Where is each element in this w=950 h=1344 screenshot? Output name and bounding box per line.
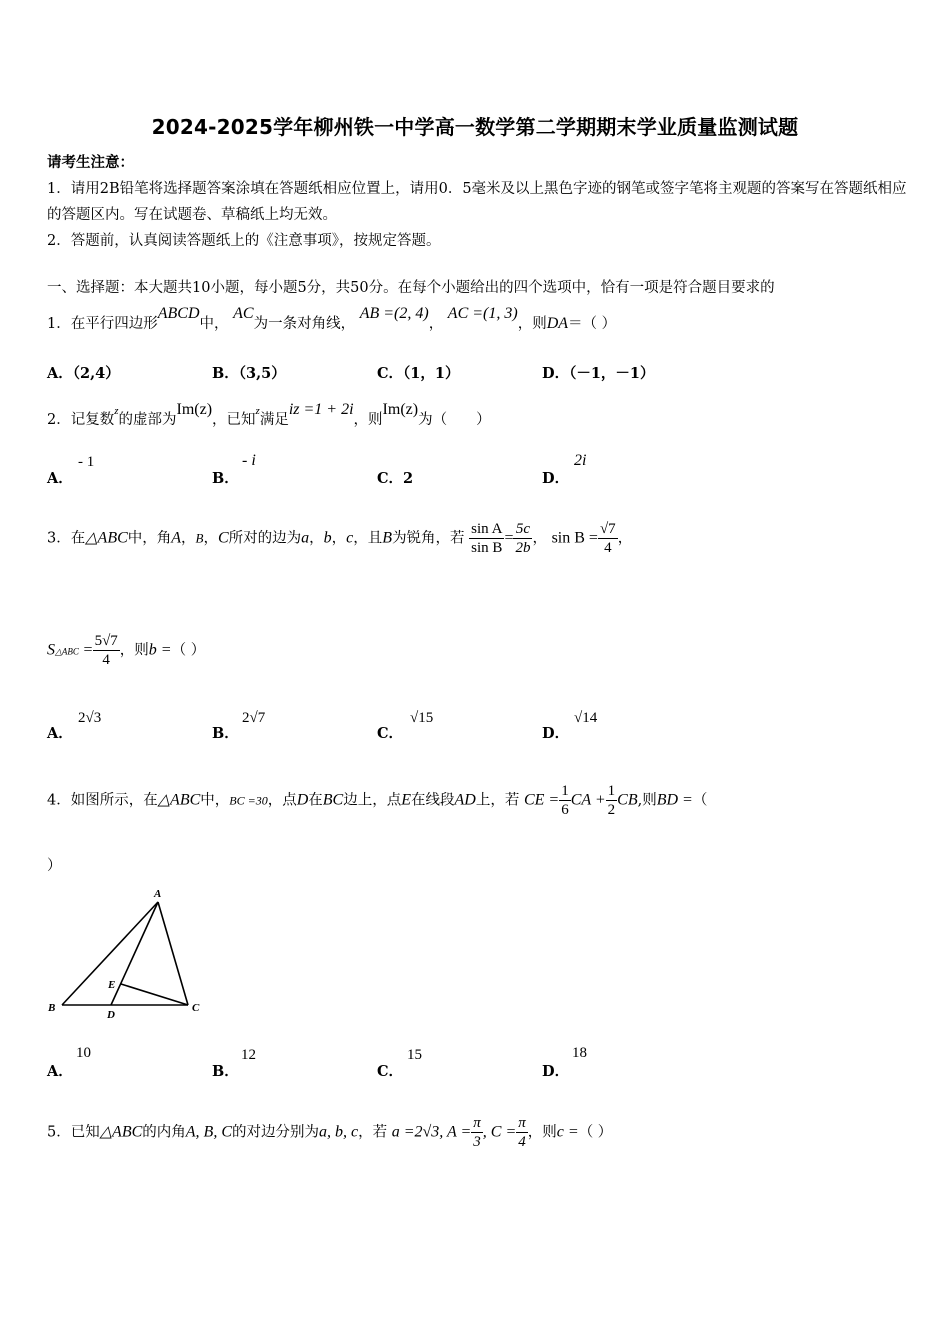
q5-text: ，若	[358, 1124, 388, 1141]
q2-option-d[interactable]	[542, 467, 569, 488]
option-value: （1，1）	[403, 365, 460, 382]
q2-im-z: Im(z)	[176, 401, 213, 418]
q2-text: 满足	[259, 412, 289, 428]
q3-option-c-value: √15	[410, 710, 434, 726]
q5-a-value: a =2√3, A =	[391, 1123, 472, 1141]
q4-bd: BD =	[656, 791, 693, 809]
q1-ab-vector: AB =(2, 4)	[359, 305, 429, 322]
notice-head: 请考生注意：	[47, 154, 134, 171]
option-label: D．	[542, 1063, 570, 1080]
q1-ac: AC	[233, 305, 254, 322]
notice-block	[47, 150, 907, 254]
q2-option-c[interactable]	[377, 467, 413, 488]
q5-triangle: △ABC	[99, 1123, 143, 1141]
option-label: C．	[377, 365, 404, 382]
option-value: （3,5）	[238, 365, 286, 382]
q2-im-z: Im(z)	[382, 401, 419, 418]
option-label: A．	[47, 725, 73, 742]
q1-abcd: ABCD	[157, 305, 200, 322]
q5-text: 的内角	[142, 1124, 186, 1141]
q2-option-a[interactable]	[47, 467, 73, 488]
q4-segment: BC	[322, 791, 344, 809]
q1-text: ，则	[517, 316, 547, 332]
q3-sin-b-value	[598, 520, 618, 557]
q3-text: （ ）	[171, 642, 206, 659]
q3-text: ，则	[119, 642, 149, 659]
option-label: C．	[377, 1063, 404, 1080]
q5-text: 的对边分别为	[231, 1124, 319, 1141]
q4-option-c[interactable]	[377, 1060, 403, 1081]
option-label: B．	[212, 470, 239, 487]
q4-bc: BC =30	[229, 793, 268, 808]
q5-text: 5．已知	[47, 1124, 100, 1141]
denominator: 3	[473, 1134, 481, 1150]
q1-text: 中，	[199, 316, 229, 332]
q3-text: 3．在	[47, 530, 86, 547]
q2-option-d-value: 2i	[574, 452, 587, 469]
q3-text: ，	[203, 530, 218, 547]
q3-text: ，	[309, 530, 324, 547]
section-1-heading: 一、选择题：本大题共10小题，每小题5分，共50分。在每个小题给出的四个选项中，恰有一项是符合题目要求的	[47, 280, 775, 296]
q4-option-d-value: 18	[572, 1045, 587, 1061]
q4-text: 中，	[200, 792, 230, 809]
q3-option-c[interactable]	[377, 722, 403, 743]
q3-equals: =	[504, 529, 514, 547]
option-label: A．	[47, 470, 73, 487]
q1-text: ＝（ ）	[568, 316, 617, 332]
q5-text: （ ）	[578, 1124, 613, 1141]
q1-ac-vector: AC =(1, 3)	[447, 305, 518, 322]
q5-frac-pi-3	[471, 1114, 483, 1151]
q4-option-b-value: 12	[241, 1047, 256, 1063]
exam-title: 2024-2025学年柳州铁一中学高一数学第二学期期末学业质量监测试题	[151, 115, 799, 139]
option-label: A．	[47, 365, 73, 382]
q2-option-a-value: - 1	[78, 454, 95, 470]
q3-side-ratio	[513, 520, 532, 557]
q1-text: ，	[428, 316, 444, 332]
q4-cb: CB	[617, 791, 638, 809]
q5-text: ，则	[527, 1124, 557, 1141]
q2-z: z	[255, 405, 260, 417]
option-value: 2	[403, 470, 414, 487]
q3-text: ，	[617, 530, 633, 547]
question-1	[47, 305, 617, 333]
q2-z: z	[114, 405, 119, 417]
denominator: 4	[518, 1134, 526, 1150]
q3-option-d[interactable]	[542, 722, 569, 743]
q3-option-b[interactable]	[212, 722, 239, 743]
q2-text: 2．记复数	[47, 412, 115, 428]
q3-text: ，	[532, 530, 547, 547]
q4-close-paren: ）	[47, 858, 62, 874]
fig-label-b: B	[48, 1002, 56, 1014]
q4-ce: CE =	[523, 791, 560, 809]
question-5	[47, 1114, 612, 1151]
q1-option-d[interactable]	[542, 362, 655, 383]
q3-angle: B	[195, 530, 204, 546]
q3-b: b =	[148, 641, 172, 659]
q1-option-a[interactable]	[47, 362, 120, 383]
numerator: √7	[599, 521, 616, 537]
denominator: 4	[102, 652, 110, 668]
q4-option-a-value: 10	[76, 1045, 91, 1061]
q3-side: b	[323, 529, 332, 547]
q1-text: 为一条对角线，	[253, 316, 356, 332]
denominator: 6	[561, 802, 569, 818]
q4-text: 上，若	[475, 792, 520, 809]
q2-text: ，则	[353, 412, 383, 428]
q1-option-b[interactable]	[212, 362, 286, 383]
q4-text: ,则	[637, 792, 657, 809]
option-label: C．	[377, 470, 404, 487]
q2-option-b[interactable]	[212, 467, 239, 488]
option-label: D．	[542, 365, 570, 382]
q3-text: 所对的边为	[228, 530, 302, 547]
q3-angle: A	[171, 529, 182, 547]
option-label: D．	[542, 470, 570, 487]
q3-side: a	[301, 529, 310, 547]
q4-frac-1-6	[559, 782, 571, 819]
q3-text: ，	[331, 530, 347, 547]
q5-c: c =	[556, 1123, 579, 1141]
q3-sin-b: sin B =	[551, 529, 598, 547]
q4-option-a[interactable]	[47, 1060, 73, 1081]
numerator: 5c	[513, 520, 532, 539]
q3-triangle: △ABC	[85, 529, 128, 547]
question-2	[47, 401, 491, 429]
option-label: C．	[377, 725, 404, 742]
edge-ac	[158, 902, 188, 1005]
fig-label-a: A	[154, 888, 162, 900]
q3-option-b-value: 2√7	[242, 710, 266, 726]
numerator: π	[518, 1115, 526, 1131]
triangle-figure	[40, 880, 210, 1020]
option-label: A．	[47, 1063, 73, 1080]
q4-option-c-value: 15	[407, 1047, 422, 1063]
fig-label-d: D	[107, 1009, 115, 1020]
q3-area: S	[47, 641, 55, 659]
q4-ca: CA +	[570, 791, 606, 809]
denominator: 2b	[515, 540, 531, 556]
q2-text: 为（ ）	[418, 412, 491, 428]
option-label: B．	[212, 725, 239, 742]
q3-side: c	[346, 529, 354, 547]
q4-segment: AD	[454, 791, 476, 809]
q3-option-a-value: 2√3	[78, 710, 102, 726]
q3-option-d-value: √14	[574, 710, 598, 726]
q4-text: ，点	[267, 792, 297, 809]
q3-angle: C	[218, 529, 229, 547]
option-label: B．	[212, 365, 239, 382]
q1-option-c[interactable]	[377, 362, 459, 383]
q1-text: 1．在平行四边形	[47, 316, 158, 332]
question-3	[47, 520, 632, 557]
q3-text: ，	[181, 530, 196, 547]
numerator: π	[473, 1115, 481, 1131]
denominator: sin B	[471, 540, 503, 556]
q3-equals: =	[83, 641, 93, 659]
numerator: sin A	[471, 521, 503, 537]
option-value: （2,4）	[72, 365, 120, 382]
notice-item-2: 2．答题前，认真阅读答题纸上的《注意事项》，按规定答题。	[47, 233, 441, 249]
q4-text: 在线段	[411, 792, 455, 809]
q3-option-a[interactable]	[47, 722, 73, 743]
numerator: 1	[607, 783, 616, 799]
option-value: （－1，－1）	[569, 365, 655, 382]
q4-text: （	[692, 792, 708, 809]
denominator: 2	[607, 802, 616, 818]
q4-point: E	[401, 791, 411, 809]
q3-text: 中，角	[127, 530, 172, 547]
question-4	[47, 782, 707, 819]
numerator: 1	[561, 783, 569, 799]
q1-da: DA	[546, 315, 569, 332]
segment-ad	[111, 902, 158, 1005]
q4-text: 4．如图所示，在	[47, 792, 158, 809]
q3-sin-ratio	[469, 520, 504, 557]
segment-ec	[121, 984, 188, 1005]
q2-text: 的虚部为	[118, 412, 177, 428]
q3-angle: B	[382, 529, 393, 547]
option-label: B．	[212, 1063, 239, 1080]
denominator: 4	[604, 540, 612, 556]
option-label: D．	[542, 725, 570, 742]
q2-option-b-value: - i	[242, 452, 256, 469]
q3-text: 为锐角，若	[392, 530, 465, 547]
q4-text: 在	[308, 792, 323, 809]
q5-frac-pi-4	[516, 1114, 528, 1151]
notice-item-1: 1．请用2B铅笔将选择题答案涂填在答题纸相应位置上，请用0．5毫米及以上黑色字迹的钢笔或签字笔将主观题的答案写在答题纸相应的答题区内。写在试题卷、草稿纸上均无效。	[47, 181, 907, 223]
q3-text: ，且	[353, 530, 383, 547]
numerator: 5√7	[94, 633, 118, 649]
q4-triangle: △ABC	[157, 791, 201, 809]
q2-text: ，已知	[212, 412, 256, 428]
q5-sides: a, b, c	[318, 1123, 359, 1141]
q4-text: 边上，点	[343, 792, 402, 809]
q5-c-angle: , C =	[482, 1123, 517, 1141]
q3-area-value	[93, 632, 120, 669]
q4-frac-1-2	[606, 782, 618, 819]
q5-angles: A, B, C	[185, 1123, 232, 1141]
q3-area-sub: △ABC	[55, 646, 79, 657]
fig-label-e: E	[108, 979, 116, 991]
q4-option-b[interactable]	[212, 1060, 239, 1081]
q2-equation: iz =1 + 2i	[288, 401, 354, 418]
question-3-cont	[47, 632, 205, 669]
fig-label-c: C	[192, 1002, 200, 1014]
q4-option-d[interactable]	[542, 1060, 569, 1081]
q4-point: D	[296, 791, 309, 809]
